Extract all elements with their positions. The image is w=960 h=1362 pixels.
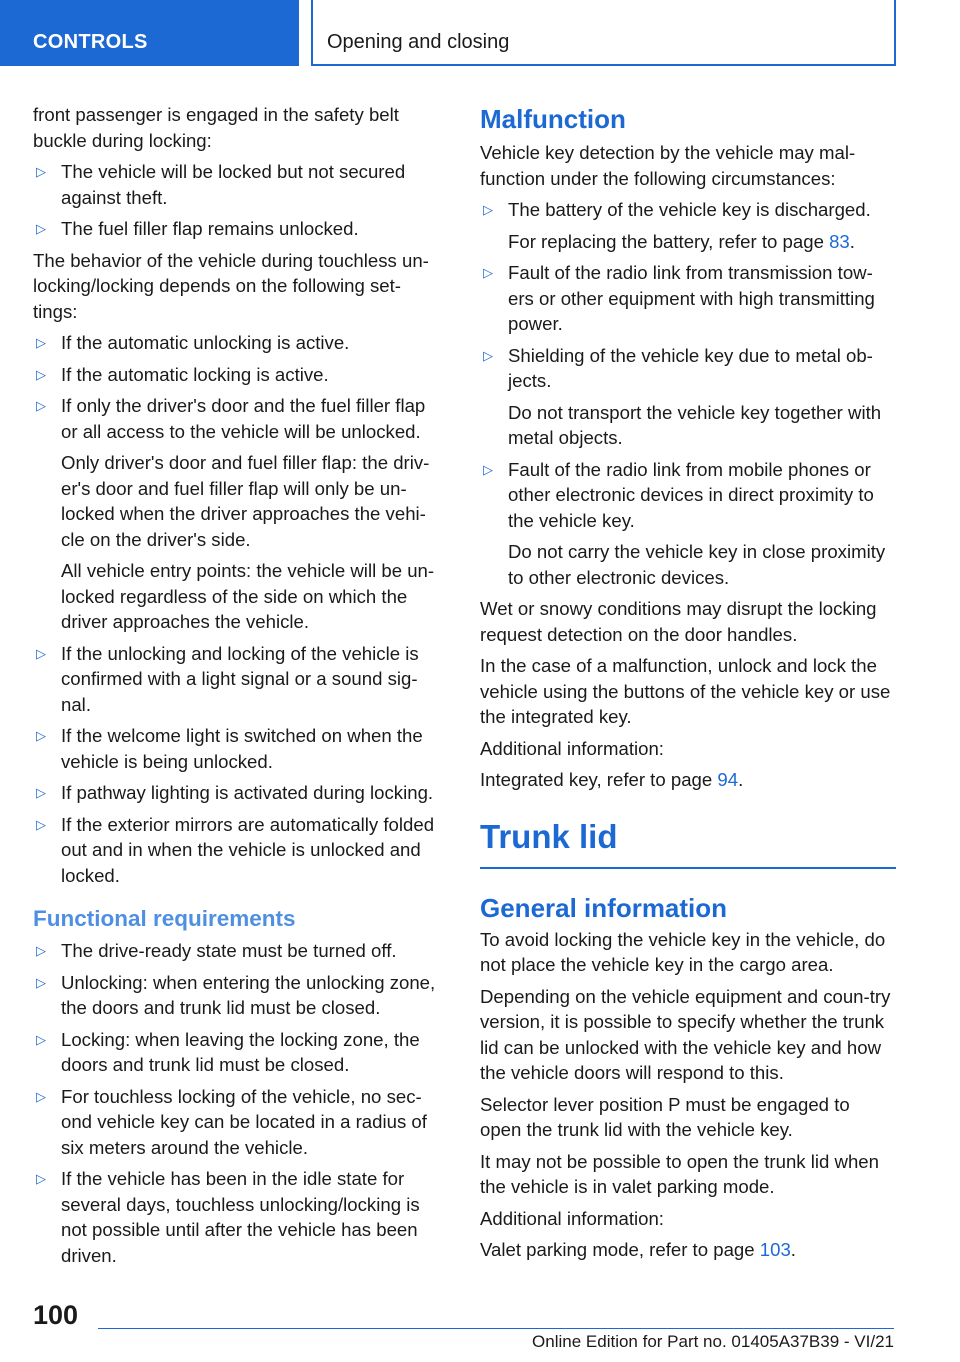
page-link-94[interactable]: 94 <box>717 769 739 790</box>
general-information-heading: General information <box>480 892 728 923</box>
valet-parking-reference: Valet parking mode, refer to page 103. <box>480 1239 796 1260</box>
list-item: ▷ The drive-ready state must be turned off. <box>33 938 445 964</box>
list-item: ▷ If the automatic locking is active. <box>33 362 445 388</box>
list-item: ▷ If the exterior mirrors are automatically folded out and in when the vehicle is unlocked and locked. <box>33 812 445 889</box>
requirements-list <box>33 938 445 1268</box>
list-item <box>480 197 896 254</box>
header-chapter-tab <box>311 0 896 66</box>
list-item-note: Do not carry the vehicle key in close proximity to other electronic devices. <box>508 541 886 588</box>
general-paragraph: Depending on the vehicle equipment and coun-try version, it is possible to specify whether the trunk lid can be unlocked with the vehicle key and how the vehicle doors will respond to this. <box>480 985 891 1083</box>
bullet-icon: ▷ <box>36 1088 46 1104</box>
wet-conditions-paragraph: Wet or snowy conditions may disrupt the locking request detection on the door handles. <box>480 598 877 645</box>
list-item-text: The battery of the vehicle key is discharged. <box>508 199 871 220</box>
bullet-icon: ▷ <box>483 202 493 217</box>
malfunction-case-paragraph: In the case of a malfunction, unlock and lock the vehicle using the buttons of the vehicle key or use the integrated key. <box>480 655 891 727</box>
malfunction-heading: Malfunction <box>480 104 626 134</box>
list-item-text: If only the driver's door and the fuel filler flap or all access to the vehicle will be unlocked. <box>61 395 426 442</box>
general-paragraph: Selector lever position P must be engaged to open the trunk lid with the vehicle key. <box>480 1093 850 1140</box>
functional-requirements-heading: Functional requirements <box>33 906 296 931</box>
bullet-icon: ▷ <box>36 816 46 832</box>
list-item: ▷ The vehicle will be locked but not secured against theft. <box>33 159 445 210</box>
bullet-icon: ▷ <box>36 943 46 958</box>
right-column <box>480 102 896 1269</box>
list-item: ▷ Fault of the radio link from transmission tow-ers or other equipment with high transmitting power. <box>480 260 896 337</box>
header-section-label: CONTROLS <box>33 31 148 53</box>
behavior-paragraph: The behavior of the vehicle during touchless un-locking/locking depends on the following set-tings: <box>33 249 429 322</box>
list-item-text: Fault of the radio link from mobile phones or other electronic devices in direct proximity to the vehicle key. <box>508 458 874 531</box>
left-column <box>33 102 445 1274</box>
page-number: 100 <box>33 1300 79 1330</box>
trunk-lid-heading: Trunk lid <box>480 815 896 869</box>
additional-info-label: Additional information: <box>480 737 664 759</box>
list-item-note: Only driver's door and fuel filler flap: the driv-er's door and fuel filler flap will only be un-locked when the driver approaches the vehi-cle on the driver's side. <box>61 452 430 550</box>
bullet-icon: ▷ <box>36 221 46 236</box>
bullet-icon: ▷ <box>36 1031 46 1047</box>
footer-divider <box>98 1328 894 1329</box>
list-item: ▷ The fuel filler flap remains unlocked. <box>33 216 445 242</box>
intro-list <box>33 159 445 242</box>
list-item: ▷ Locking: when leaving the locking zone, the doors and trunk lid must be closed. <box>33 1027 445 1078</box>
additional-info-label: Additional information: <box>480 1207 664 1229</box>
list-item: ▷ If the unlocking and locking of the vehicle is confirmed with a light signal or a sound sig-nal. <box>33 641 445 718</box>
page-link-103[interactable]: 103 <box>759 1239 791 1260</box>
malfunction-list <box>480 197 896 590</box>
settings-list <box>33 330 445 888</box>
page-link-83[interactable]: 83 <box>829 230 850 252</box>
general-paragraph: It may not be possible to open the trunk lid when the vehicle is in valet parking mode. <box>480 1150 879 1197</box>
list-item: ▷ If the vehicle has been in the idle state for several days, touchless unlocking/locking is not possible until after the vehicle has been driven. <box>33 1166 445 1268</box>
list-item-note: Do not transport the vehicle key together with metal objects. <box>508 401 882 448</box>
list-item <box>480 457 896 591</box>
bullet-icon: ▷ <box>483 265 493 280</box>
bullet-icon: ▷ <box>483 461 493 477</box>
list-item <box>33 393 445 635</box>
list-item-note: All vehicle entry points: the vehicle will be un-locked regardless of the side on which the driver approaches the vehicle. <box>61 560 435 632</box>
bullet-icon: ▷ <box>36 785 46 800</box>
list-item: ▷ For touchless locking of the vehicle, no sec-ond vehicle key can be located in a radius of six meters around the vehicle. <box>33 1084 445 1161</box>
list-item: ▷ If the automatic unlocking is active. <box>33 330 445 356</box>
bullet-icon: ▷ <box>36 645 46 661</box>
list-item: ▷ If the welcome light is switched on when the vehicle is being unlocked. <box>33 723 445 774</box>
list-item <box>480 343 896 451</box>
list-item: ▷ Unlocking: when entering the unlocking zone, the doors and trunk lid must be closed. <box>33 970 445 1021</box>
bullet-icon: ▷ <box>36 398 46 413</box>
bullet-icon: ▷ <box>36 728 46 743</box>
malfunction-intro: Vehicle key detection by the vehicle may mal-function under the following circumstances: <box>480 142 856 189</box>
list-item-note: For replacing the battery, refer to page 83. <box>508 230 855 252</box>
bullet-icon: ▷ <box>483 347 493 363</box>
integrated-key-reference: Integrated key, refer to page 94. <box>480 769 744 790</box>
list-item: ▷ If pathway lighting is activated during locking. <box>33 780 445 806</box>
general-paragraph: To avoid locking the vehicle key in the vehicle, do not place the vehicle key in the cargo area. <box>480 928 886 975</box>
list-item-text: Shielding of the vehicle key due to metal ob-jects. <box>508 344 873 391</box>
bullet-icon: ▷ <box>36 366 46 382</box>
intro-paragraph: front passenger is engaged in the safety belt buckle during locking: <box>33 104 399 151</box>
footer-edition-text: Online Edition for Part no. 01405A37B39 - VI/21 <box>532 1332 894 1351</box>
bullet-icon: ▷ <box>36 164 46 179</box>
header-section-tab <box>0 0 299 66</box>
bullet-icon: ▷ <box>36 1171 46 1186</box>
bullet-icon: ▷ <box>36 335 46 350</box>
header-chapter-label: Opening and closing <box>327 31 510 53</box>
bullet-icon: ▷ <box>36 974 46 990</box>
